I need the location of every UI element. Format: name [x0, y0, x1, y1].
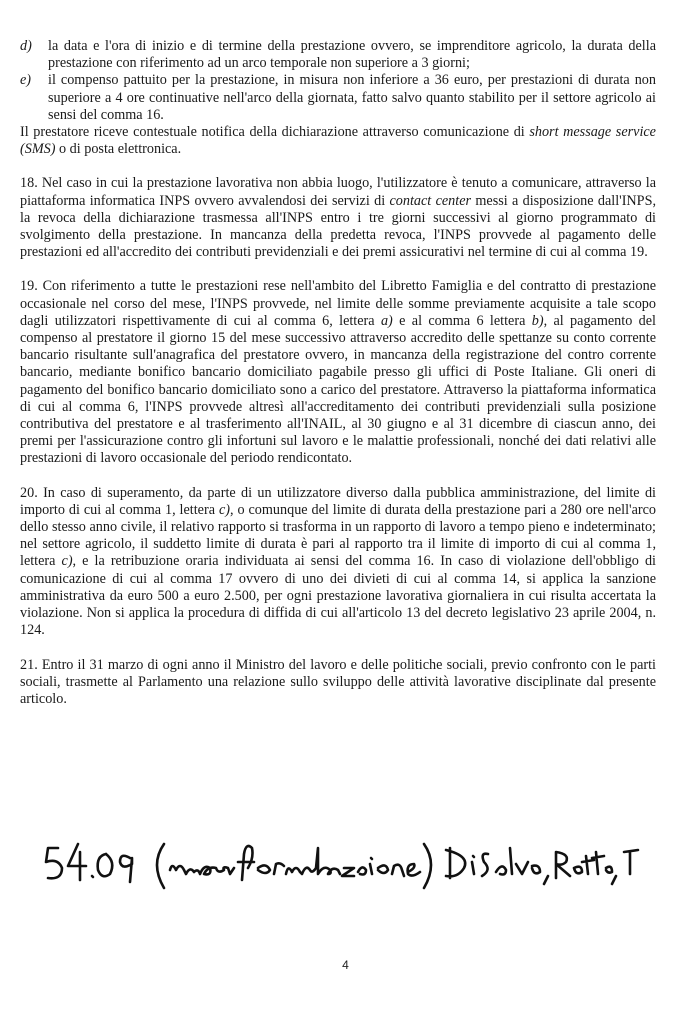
list-item-e [20, 72, 656, 124]
list-item-d [20, 38, 656, 72]
paragraph-19: 19. Con riferimento a tutte le prestazioni rese nell'ambito del Libretto Famiglia e del contratto di prestazione occasionale nel corso del mese, l'INPS provvede, nel limite delle somme previamente acquisite a tale scopo dagli utilizzatori rispettivamente di cui al comma 6, lettera a) e al comma 6 lettera b), al pagamento del compenso al prestatore il giorno 15 del mese successivo attraverso accredito delle spettanze su conto corrente bancario risultante sull'anagrafica del prestatore ovvero, in mancanza della registrazione del contro corrente bancario, mediante bonifico bancario domiciliato pagabile presso gli uffici di Poste Italiane. Gli oneri di pagamento del bonifico bancario domiciliato sono a carico del prestatore. Attraverso la piattaforma informatica di cui al comma 6, l'INPS provvede altresì all'accreditamento dei contributi previdenziali sulla posizione contributiva del prestatore e al trasferimento all'INAIL, al 30 giugno e al 31 dicembre di ciascun anno, dei premi per l'assicurazione contro gli infortuni sul lavoro e le malattie professionali, nonché dei dati relativi alle prestazioni di lavoro occasionale del periodo rendicontato. [20, 278, 656, 467]
page-number: 4 [342, 958, 349, 972]
list-marker: e) [20, 72, 32, 89]
sms-notice-paragraph: Il prestatore riceve contestuale notifica della dichiarazione attraverso comunicazione di short message service (SMS) o di posta elettronica. [20, 124, 656, 158]
handwritten-annotation [40, 818, 640, 898]
list-item-text: la data e l'ora di inizio e di termine della prestazione ovvero, se imprenditore agricolo, la durata della prestazione con riferimento ad un arco temporale non superiore a 3 giorni; [48, 38, 656, 72]
paragraph-18: 18. Nel caso in cui la prestazione lavorativa non abbia luogo, l'utilizzatore è tenuto a comunicare, attraverso la piattaforma informatica INPS ovvero avvalendosi dei servizi di contact center messi a disposizione dall'INPS, la revoca della dichiarazione trasmessa all'INPS entro i tre giorni successivi al giorno programmato di svolgimento della prestazione. In mancanza della predetta revoca, l'INPS provvede al pagamento delle prestazioni ed all'accredito dei contributi previdenziali e dei premi assicurativi nel termine di cui al comma 19. [20, 175, 657, 261]
body-text [20, 38, 656, 708]
list-marker: d) [20, 38, 32, 54]
paragraph-21: 21. Entro il 31 marzo di ogni anno il Ministro del lavoro e delle politiche sociali, previo confronto con le parti sociali, trasmette al Parlamento una relazione sullo sviluppo delle attività lavorative disciplinate dal presente articolo. [20, 656, 656, 707]
paragraph-20: 20. In caso di superamento, da parte di un utilizzatore diverso dalla pubblica amministrazione, del limite di importo di cui al comma 1, lettera c), o comunque del limite di durata della prestazione pari a 280 ore nell'arco dello stesso anno civile, il relativo rapporto si trasforma in un rapporto di lavoro a tempo pieno e indeterminato; nel settore agricolo, il suddetto limite di durata è pari al rapporto tra il limite di importo di cui al comma 1, lettera c), e la retribuzione oraria individuata ai sensi del comma 16. In caso di violazione dell'obbligo di comunicazione di cui al comma 17 ovvero di uno dei divieti di cui al comma 14, si applica la sanzione amministrativa da euro 500 a euro 2.500, per ogni prestazione lavorativa giornaliera in cui risulta accertata la violazione. Non si applica la procedura di diffida di cui all'articolo 13 del decreto legislativo 23 aprile 2004, n. 124. [20, 484, 657, 639]
list-item-text: il compenso pattuito per la prestazione, in misura non inferiore a 36 euro, per prestazioni di durata non superiore a 4 ore continuative nell'arco della giornata, fatto salvo quanto stabilito per il settore agricolo ai sensi del comma 16. [48, 72, 656, 123]
